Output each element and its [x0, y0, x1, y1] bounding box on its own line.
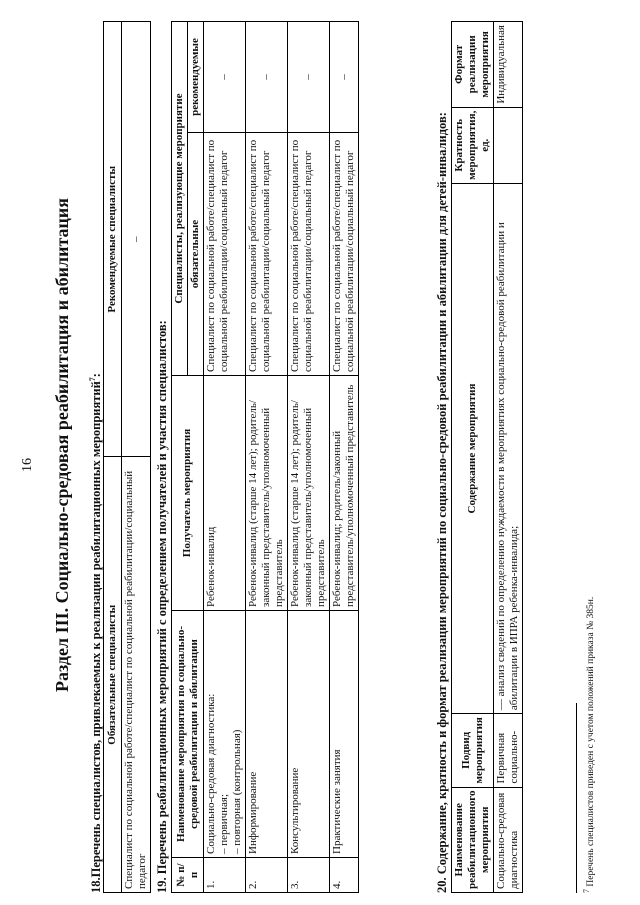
- heading-19: 19. Перечень реабилитационных мероприятий с определением получателей и участия специалистов:: [155, 320, 169, 893]
- col-frequency: Кратность мероприятия, ед.: [452, 107, 494, 183]
- row-format: Индивидуальная: [494, 22, 523, 108]
- row-num: 3.: [288, 858, 330, 893]
- content-table: [451, 21, 523, 893]
- col-recommended-19: рекомендуемые: [188, 22, 204, 133]
- col-content: Содержание мероприятия: [452, 183, 494, 713]
- row-activity: Практические занятия: [330, 611, 359, 858]
- footnote-divider: [576, 703, 577, 893]
- col-obligatory: обязательные: [188, 133, 204, 376]
- heading-18: 18.Перечень специалистов, привлекаемых к реализации реабилитационных мероприятий$^7$:: [88, 373, 104, 893]
- table-row: [204, 22, 246, 893]
- col-subtype: Подвид мероприятия: [452, 714, 494, 787]
- table-row: [288, 22, 330, 893]
- row-num: 4.: [330, 858, 359, 893]
- mandatory-value: Специалист по социальной работе/специалист по социальной реабилитации/социальный педагог: [122, 457, 151, 893]
- col-mandatory: Обязательные специалисты: [104, 457, 122, 893]
- section-title: Раздел III. Социально-средовая реабилитация и абилитация: [52, 198, 72, 692]
- col-format: Формат реализации мероприятия: [452, 22, 494, 108]
- col-activity: Наименование мероприятия по социально-средовой реабилитации и абилитации: [172, 611, 204, 858]
- table-row: [494, 22, 523, 893]
- row-obligatory: Специалист по социальной работе/специалист по социальной реабилитации/социальный педагог: [246, 133, 288, 376]
- col-recommended: Рекомендуемые специалисты: [104, 22, 122, 458]
- row-subtype: Первичная социально-: [494, 714, 523, 787]
- row-num: 1.: [204, 858, 246, 893]
- table-row: [246, 22, 288, 893]
- row-recommended: –: [204, 22, 246, 133]
- activities-table: [171, 21, 359, 893]
- specialists-table: [103, 21, 151, 893]
- col-name: Наименование реабилитационного мероприятия: [452, 787, 494, 892]
- row-obligatory: Специалист по социальной работе/специалист по социальной реабилитации/социальный педагог: [204, 133, 246, 376]
- row-recommended: –: [288, 22, 330, 133]
- row-obligatory: Специалист по социальной работе/специалист по социальной реабилитации/социальный педагог: [330, 133, 359, 376]
- footnote: $^7$ Перечень специалистов приведен с учетом положений приказа № 385н.: [582, 596, 597, 893]
- row-recommended: –: [246, 22, 288, 133]
- table-row: [330, 22, 359, 893]
- row-recipient: Ребенок-инвалид: [204, 376, 246, 611]
- row-activity: Консультирование: [288, 611, 330, 858]
- col-specialists: Специалисты, реализующие мероприятие: [172, 22, 188, 376]
- row-recipient: Ребенок-инвалид; родитель/законный представитель/уполномоченный представитель: [330, 376, 359, 611]
- row-num: 2.: [246, 858, 288, 893]
- col-recipient: Получатель мероприятия: [172, 376, 204, 611]
- heading-20: 20. Содержание, кратность и формат реализации мероприятий по социально-средовой реабилитации и абилитации для детей-инвалидов:: [435, 112, 449, 893]
- row-recipient: Ребенок-инвалид (старше 14 лет); родитель/законный представитель/уполномоченный представитель: [288, 376, 330, 611]
- row-recipient: Ребенок-инвалид (старше 14 лет); родитель/законный представитель/уполномоченный представитель: [246, 376, 288, 611]
- footnote-marker: 7: [88, 377, 97, 382]
- page-number: 16: [20, 458, 35, 472]
- row-activity: Информирование: [246, 611, 288, 858]
- row-frequency: [494, 107, 523, 183]
- row-recommended: –: [330, 22, 359, 133]
- row-content: — анализ сведений по определению нуждаемости в мероприятиях социально-средовой реабилитации и абилитации в ИПРА ребенка-инвалида;: [494, 183, 523, 713]
- col-num: № п/п: [172, 858, 204, 893]
- recommended-value: –: [122, 22, 151, 458]
- row-name: Социально-средовая диагностика: [494, 787, 523, 892]
- row-activity: Социально-средовая диагностика: – первичная; – повторная (контрольная): [204, 611, 246, 858]
- row-obligatory: Специалист по социальной работе/специалист по социальной реабилитации/социальный педагог: [288, 133, 330, 376]
